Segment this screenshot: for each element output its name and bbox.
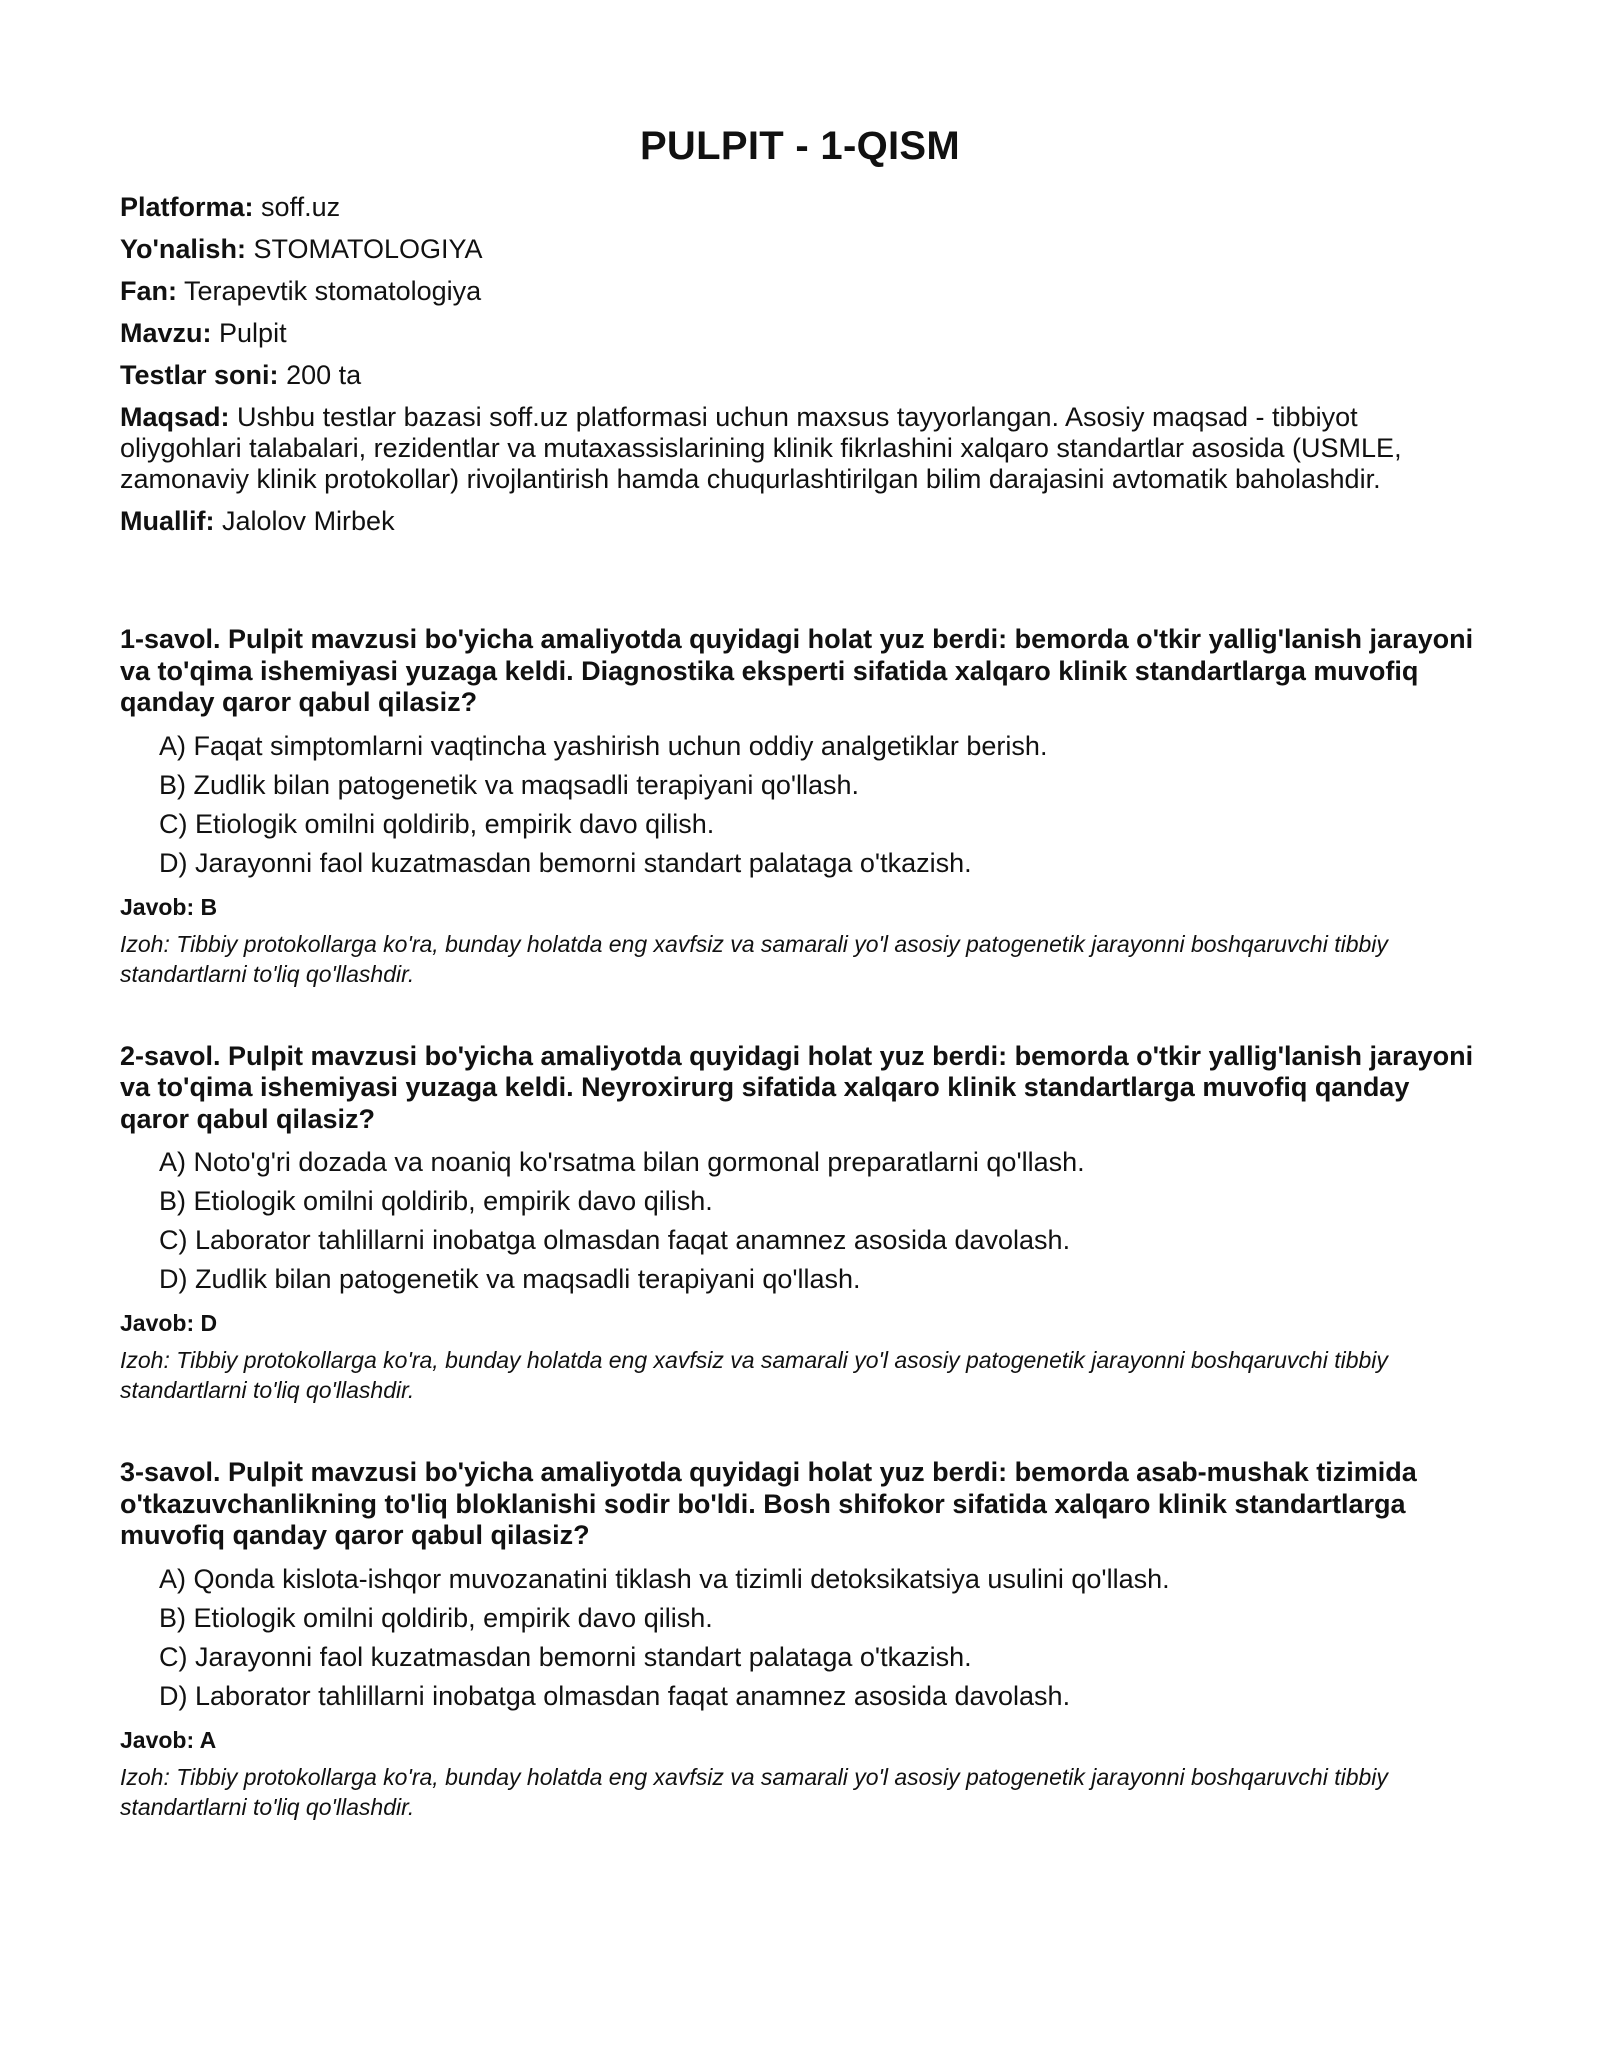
option-a: A) Faqat simptomlarni vaqtincha yashirish uchun oddiy analgetiklar berish. bbox=[159, 730, 1048, 761]
meta-value: 200 ta bbox=[286, 360, 362, 390]
answer-line: Javob: B bbox=[120, 893, 218, 920]
meta-purpose bbox=[120, 402, 1480, 495]
meta-author bbox=[120, 506, 1480, 537]
option-c: C) Jarayonni faol kuzatmasdan bemorni standart palataga o'tkazish. bbox=[159, 1641, 972, 1672]
meta-value: Pulpit bbox=[219, 318, 287, 348]
explanation-note: Izoh: Tibbiy protokollarga ko'ra, bunday holatda eng xavfsiz va samarali yo'l asosiy patogenetik jarayonni boshqaruvchi tibbiy standartlarni to'liq qo'llashdir. bbox=[120, 1763, 1388, 1820]
meta-value: Terapevtik stomatologiya bbox=[184, 276, 482, 306]
question-list bbox=[120, 624, 1480, 1822]
option-a: A) Qonda kislota-ishqor muvozanatini tiklash va tizimli detoksikatsiya usulini qo'llash. bbox=[159, 1563, 1170, 1594]
explanation-note: Izoh: Tibbiy protokollarga ko'ra, bunday holatda eng xavfsiz va samarali yo'l asosiy patogenetik jarayonni boshqaruvchi tibbiy standartlarni to'liq qo'llashdir. bbox=[120, 930, 1388, 987]
meta-test-count bbox=[120, 360, 1480, 391]
meta-value: STOMATOLOGIYA bbox=[253, 234, 483, 264]
option-b: B) Etiologik omilni qoldirib, empirik davo qilish. bbox=[159, 1602, 713, 1633]
meta-subject bbox=[120, 276, 1480, 307]
question-text: 3-savol. Pulpit mavzusi bo'yicha amaliyotda quyidagi holat yuz berdi: bemorda asab-mushak tizimida o'tkazuvchanlikning to'liq bloklanishi sodir bo'ldi. Bosh shifokor sifatida xalqaro klinik standartlarga muvofiq qanday qaror qabul qilasiz? bbox=[120, 1457, 1417, 1550]
meta-label: Muallif: bbox=[120, 506, 215, 536]
answer-line: Javob: A bbox=[120, 1726, 217, 1753]
option-c: C) Etiologik omilni qoldirib, empirik davo qilish. bbox=[159, 808, 715, 839]
option-list bbox=[120, 1564, 1480, 1712]
meta-value: Ushbu testlar bazasi soff.uz platformasi uchun maxsus tayyorlangan. Asosiy maqsad - tibbiyot oliygohlari talabalari, rezidentlar va mutaxassislarining klinik fikrlashini xalqaro standartlar asosida (USMLE, zamonaviy klinik protokollar) rivojlantirish hamda chuqurlashtirilgan bilim darajasini avtomatik baholashdir. bbox=[120, 402, 1402, 494]
question-1 bbox=[120, 624, 1480, 989]
metadata-block bbox=[120, 192, 1480, 537]
option-d: D) Zudlik bilan patogenetik va maqsadli terapiyani qo'llash. bbox=[159, 1264, 861, 1294]
option-b: B) Zudlik bilan patogenetik va maqsadli terapiyani qo'llash. bbox=[159, 769, 860, 800]
option-list bbox=[120, 731, 1480, 879]
option-d: D) Jarayonni faol kuzatmasdan bemorni standart palataga o'tkazish. bbox=[159, 847, 972, 878]
question-3 bbox=[120, 1457, 1480, 1822]
meta-label: Fan: bbox=[120, 276, 177, 306]
explanation-note: Izoh: Tibbiy protokollarga ko'ra, bunday holatda eng xavfsiz va samarali yo'l asosiy patogenetik jarayonni boshqaruvchi tibbiy standartlarni to'liq qo'llashdir. bbox=[120, 1347, 1388, 1403]
meta-label: Mavzu: bbox=[120, 318, 212, 348]
question-2 bbox=[120, 1041, 1480, 1406]
meta-direction bbox=[120, 234, 1480, 265]
question-text: 2-savol. Pulpit mavzusi bo'yicha amaliyotda quyidagi holat yuz berdi: bemorda o'tkir yallig'lanish jarayoni va to'qima ishemiyasi yuzaga keldi. Neyroxirurg sifatida xalqaro klinik standartlarga muvofiq qanday qaror qabul qilasiz? bbox=[120, 1040, 1474, 1134]
option-b: B) Etiologik omilni qoldirib, empirik davo qilish. bbox=[159, 1186, 713, 1216]
meta-value: Jalolov Mirbek bbox=[222, 506, 395, 536]
option-d: D) Laborator tahlillarni inobatga olmasdan faqat anamnez asosida davolash. bbox=[159, 1680, 1071, 1711]
meta-label: Platforma: bbox=[120, 192, 254, 222]
meta-topic bbox=[120, 318, 1480, 349]
option-a: A) Noto'g'ri dozada va noaniq ko'rsatma bilan gormonal preparatlarni qo'llash. bbox=[159, 1147, 1085, 1177]
meta-label: Testlar soni: bbox=[120, 360, 279, 390]
option-c: C) Laborator tahlillarni inobatga olmasdan faqat anamnez asosida davolash. bbox=[159, 1225, 1071, 1255]
meta-label: Yo'nalish: bbox=[120, 234, 246, 264]
option-list bbox=[120, 1147, 1480, 1295]
document-title: PULPIT - 1-QISM bbox=[639, 124, 961, 168]
meta-platform bbox=[120, 192, 1480, 223]
question-text: 1-savol. Pulpit mavzusi bo'yicha amaliyotda quyidagi holat yuz berdi: bemorda o'tkir yallig'lanish jarayoni va to'qima ishemiyasi yuzaga keldi. Diagnostika eksperti sifatida xalqaro klinik standartlarga muvofiq qanday qaror qabul qilasiz? bbox=[120, 624, 1474, 717]
meta-value: soff.uz bbox=[261, 192, 341, 222]
meta-label: Maqsad: bbox=[120, 402, 230, 432]
answer-line: Javob: D bbox=[120, 1310, 218, 1336]
